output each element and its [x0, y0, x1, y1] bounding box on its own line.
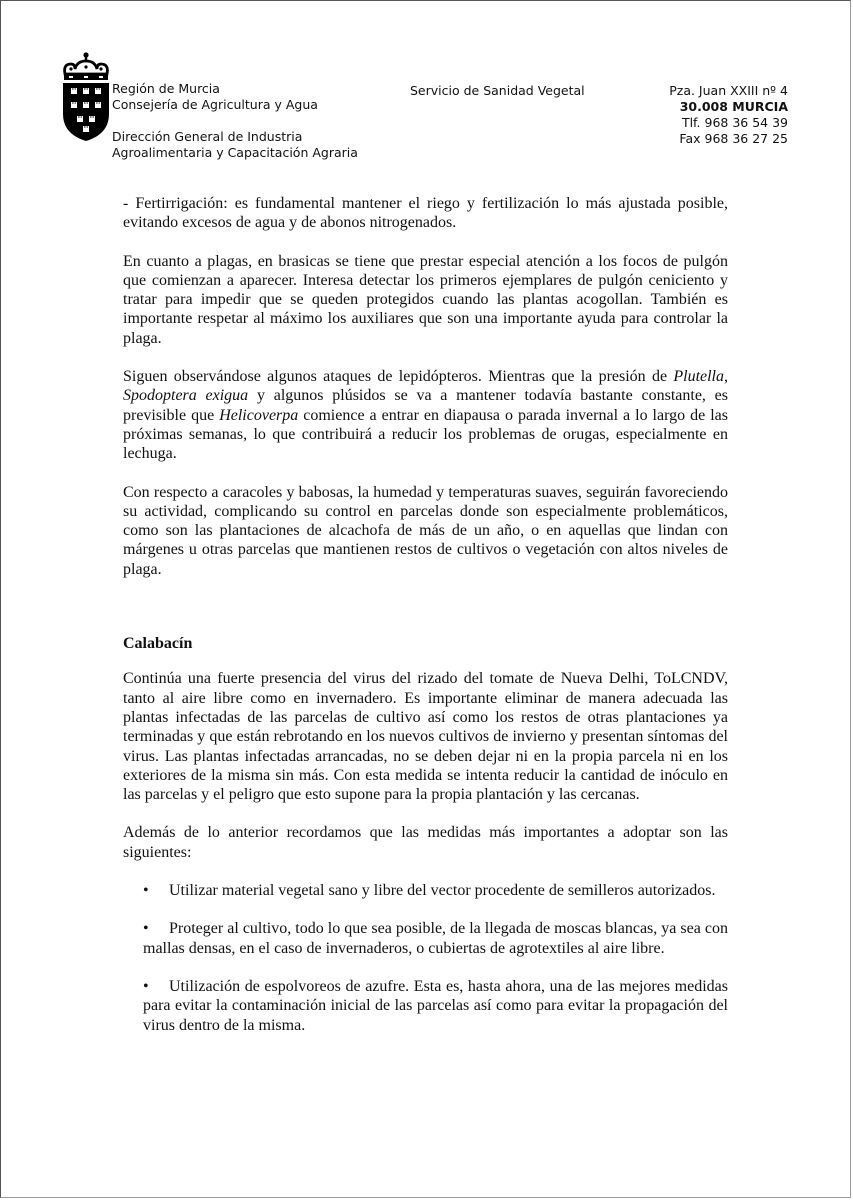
letterhead — [0, 0, 853, 170]
paragraph-pests-brassicas: En cuanto a plagas, en brasicas se tiene que prestar especial atención a los focos de pulgón que comienzan a aparecer. Interesa detectar los primeros ejemplares de pulgón ceniciento y tratar para impedir que se queden protegidos cuando las plantas acogollan. También es importante respetar al máximo los auxiliares que son una importante ayuda para controlar la plaga. — [123, 252, 728, 347]
address: Pza. Juan XXIII nº 4 — [669, 83, 788, 98]
coat-of-arms-icon — [60, 50, 112, 142]
contact-block — [669, 83, 788, 147]
directorate-name-cont: Agroalimentaria y Capacitación Agraria — [112, 145, 358, 160]
department-name: Consejería de Agricultura y Agua — [112, 97, 318, 112]
measures-list — [123, 881, 728, 1035]
bullet-icon: • — [143, 920, 149, 938]
list-item: • Proteger al cultivo, todo lo que sea posible, de la llegada de moscas blancas, ya sea con mallas densas, en el caso de invernaderos, o cubiertas de agrotextiles al aire libre. — [143, 920, 728, 957]
species-plutella: Plutella — [673, 368, 724, 386]
species-helicoverpa: Helicoverpa — [219, 406, 299, 424]
paragraph-measures-intro: Además de lo anterior recordamos que las medidas más importantes a adoptar son las siguientes: — [123, 824, 728, 861]
organization-block — [112, 81, 358, 161]
fax: Fax 968 36 27 25 — [679, 131, 788, 146]
paragraph-fertirrigation: - Fertirrigación: es fundamental mantener el riego y fertilización lo más ajustada posible, evitando excesos de agua y de abonos nitrogenados. — [123, 195, 728, 232]
list-item: • Utilizar material vegetal sano y libre del vector procedente de semilleros autorizados. — [143, 882, 716, 900]
species-spodoptera: Spodoptera exigua — [123, 387, 249, 405]
region-name: Región de Murcia — [112, 81, 220, 96]
bullet-icon: • — [143, 977, 149, 995]
paragraph-lepidoptera: Siguen observándose algunos ataques de lepidópteros. Mientras que la presión de Plutella, Spodoptera exigua y algunos plúsidos se va a mantener todavía bastante constante, es previsible que Helicoverpa comience a entrar en diapausa o parada invernal a lo largo de las próximas semanas, lo que contribuirá a reducir los problemas de orugas, especialmente en lechuga. — [123, 368, 729, 463]
document-body — [123, 194, 728, 1054]
list-item: • Utilización de espolvoreos de azufre. Esta es, hasta ahora, una de las mejores medidas para evitar la contaminación inicial de las parcelas así como para evitar la propagación del virus dentro de la misma. — [143, 977, 728, 1034]
phone: Tlf. 968 36 54 39 — [681, 115, 788, 130]
bullet-icon: • — [143, 882, 149, 900]
directorate-name: Dirección General de Industria — [112, 129, 303, 144]
paragraph-snails: Con respecto a caracoles y babosas, la humedad y temperaturas suaves, seguirán favoreciendo su actividad, complicando su control en parcelas donde son especialmente problemáticos, como son las plantaciones de alcachofa de más de un año, o en aquellas que lindan con márgenes u otras parcelas que mantienen restos de cultivos o vegetación con altos niveles de plaga. — [123, 483, 728, 578]
service-name: Servicio de Sanidad Vegetal — [410, 83, 585, 98]
section-title: Calabacín — [123, 635, 193, 653]
paragraph-tolcndv: Continúa una fuerte presencia del virus del rizado del tomate de Nueva Delhi, ToLCNDV, tanto al aire libre como en invernadero. Es importante eliminar de manera adecuada las plantas infectadas de las parcelas de cultivo así como los restos de otras plantaciones ya terminadas y que están rebrotando en los nuevos cultivos de invierno y presentan síntomas del virus. Las plantas infectadas arrancadas, no se deben dejar ni en la propia parcela ni en los exteriores de la misma sin más. Con esta medida se intenta reducir la cantidad de inóculo en las parcelas y el peligro que esto supone para la propia plantación y las cercanas. — [123, 670, 728, 804]
postal-city: 30.008 MURCIA — [679, 99, 788, 114]
